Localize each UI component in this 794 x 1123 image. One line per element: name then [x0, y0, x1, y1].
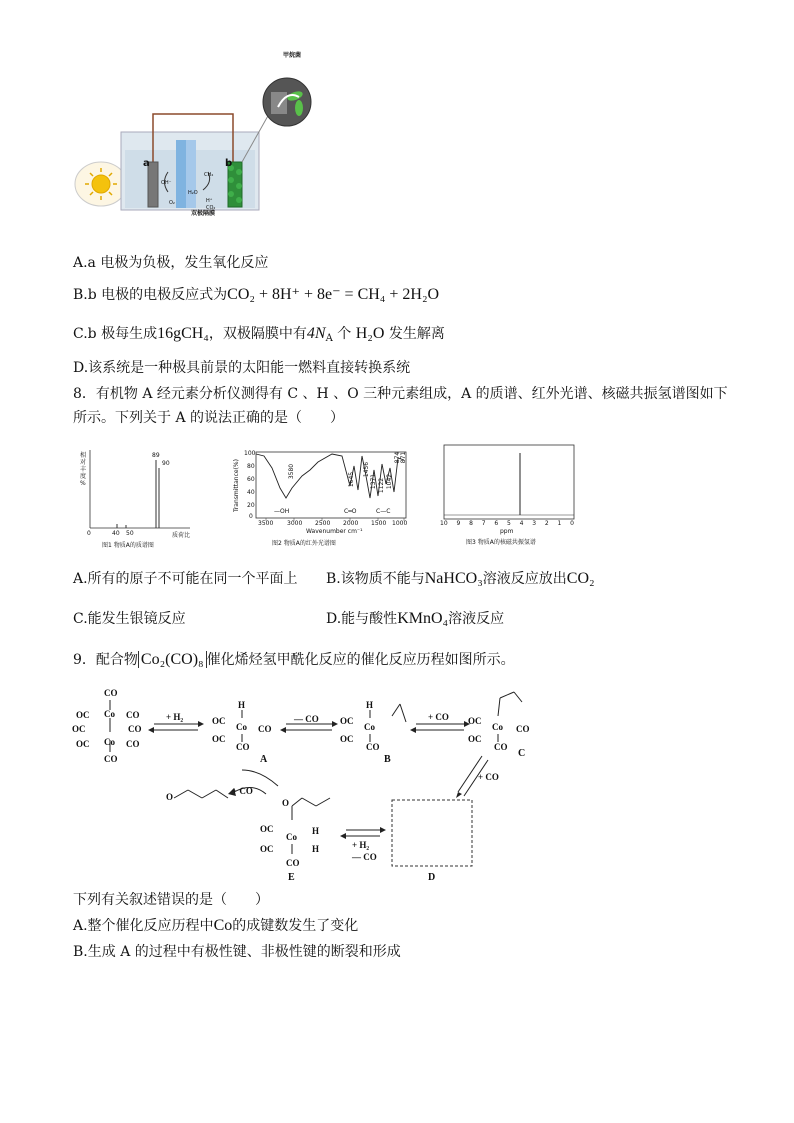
a-oc-1: OC	[212, 716, 226, 726]
ir-peak-3580: 3580	[288, 463, 296, 480]
b-h: H	[366, 700, 374, 710]
dimer-oc-2: OC	[72, 724, 86, 734]
q9-option-b: B.生成 A 的过程中有极性键、非极性键的断裂和形成	[73, 944, 401, 960]
a-oc-2: OC	[212, 734, 226, 744]
nmr-tick: 2	[544, 520, 549, 527]
a-h: H	[238, 700, 246, 710]
ir-peak-1645: 1645	[348, 471, 356, 488]
q9-stem-text1: 9．配合物	[73, 652, 138, 668]
ms-tick-50: 50	[126, 530, 134, 537]
q7-option-b-equation: CO₂ + 8H⁺ + 8e⁻ = CH₄ + 2H₂O	[227, 286, 440, 303]
membrane-label: 双极隔膜	[191, 210, 216, 217]
ms-tick-0: 0	[87, 530, 91, 537]
ir-peak-1042: 1042	[386, 473, 394, 490]
arrow-minus-co-2: — CO	[352, 852, 377, 862]
ir-peak-871: 871	[400, 451, 408, 464]
label-e: E	[288, 872, 295, 883]
q9-stem-formula: Co₂(CO)₈	[138, 651, 207, 668]
catalytic-cycle-diagram	[70, 686, 550, 886]
ir-caption: 图2 物质A的红外光谱图	[272, 540, 336, 547]
q7-c-text1: C.b 极每生成	[73, 326, 158, 342]
h-label: H⁺	[206, 198, 213, 204]
dimer-co-atom-1: Co	[104, 709, 115, 719]
q9-stem-text2: 催化烯烃氢甲酰化反应的催化反应历程如图所示。	[206, 652, 515, 668]
arrow-minus-co: — CO	[294, 714, 319, 724]
ms-peak-90: 90	[162, 460, 170, 467]
nmr-xlabel: ppm	[500, 528, 514, 535]
ir-y-40: 40	[247, 489, 255, 496]
nmr-tick: 3	[532, 520, 537, 527]
ir-x-2000: 2000	[343, 520, 359, 527]
ir-x-1000: 1000	[392, 520, 408, 527]
a-co-atom: Co	[236, 722, 247, 732]
q8-d-eq: KMnO₄	[397, 610, 449, 627]
h2o-label: H₂O	[188, 190, 198, 196]
q7-c-sub: A	[325, 333, 333, 344]
e-co-atom: Co	[286, 832, 297, 842]
dimer-oc-1: OC	[76, 710, 90, 720]
arrow-plus-co-1: + CO	[428, 712, 449, 722]
e-o: O	[282, 798, 290, 808]
q9-a-text: A.整个催化反应历程中	[73, 918, 214, 934]
dimer-co-top: CO	[104, 688, 118, 698]
q7-c-text3: 个	[337, 326, 352, 342]
arrow-plus-h2-2: + H₂	[352, 840, 370, 850]
q8-option-d	[326, 609, 504, 629]
bacteria-label: 甲烷菌	[283, 52, 302, 59]
dimer-co-atom-2: Co	[104, 737, 115, 747]
label-d: D	[428, 872, 436, 883]
nmr-tick: 0	[570, 520, 574, 527]
ir-y-0: 0	[249, 513, 253, 520]
ir-x-1500: 1500	[371, 520, 387, 527]
q7-option-b-text: B.b 电极的电极反应式为	[73, 287, 228, 303]
q8-b-eq2: CO₂	[566, 570, 595, 587]
q7-c-text4: 发生解离	[388, 326, 445, 342]
c-co-2: CO	[494, 742, 508, 752]
ir-band-oh: —OH	[274, 508, 290, 515]
label-c: C	[518, 748, 526, 759]
arrow-plus-co-3: + CO	[232, 786, 253, 796]
nmr-ticks	[440, 520, 574, 527]
label-a: A	[260, 754, 268, 765]
electrolysis-figure	[73, 52, 313, 217]
electrode-b-label: b	[225, 158, 233, 169]
ir-xlabel: Wavenumber cm⁻¹	[306, 528, 363, 535]
ms-caption: 图1 物质A的质谱图	[102, 542, 154, 549]
ir-spectrum-chart	[232, 446, 412, 550]
q9-stem	[73, 650, 515, 670]
c-oc-1: OC	[468, 716, 482, 726]
nmr-tick: 9	[456, 520, 461, 527]
q8-d-text2: 溶液反应	[448, 611, 505, 627]
ir-peak-1371: 1371	[370, 473, 378, 490]
o2-label: O₂	[169, 200, 175, 206]
ir-x-2500: 2500	[315, 520, 331, 527]
q8-b-text2: 溶液反应放出	[482, 571, 567, 587]
q9-option-a	[73, 916, 358, 936]
c-co-atom: Co	[492, 722, 503, 732]
ms-tick-40: 40	[112, 530, 120, 537]
ir-peak-874: 874	[394, 451, 402, 464]
q8-option-a: A.所有的原子不可能在同一个平面上	[73, 571, 298, 587]
oh-label: OH⁻	[161, 180, 172, 186]
mass-spectrum-chart	[80, 448, 200, 548]
ir-x-3500: 3500	[258, 520, 274, 527]
nmr-tick: 8	[469, 520, 473, 527]
q7-c-text2: ，双极隔膜中有	[208, 326, 307, 342]
q7-option-b	[73, 285, 439, 305]
nmr-tick: 1	[557, 520, 562, 527]
ir-band-co: C═O	[344, 508, 357, 515]
c-oc-2: OC	[468, 734, 482, 744]
nmr-tick: 6	[494, 520, 499, 527]
ir-y-60: 60	[247, 476, 255, 483]
ms-peak-89: 89	[152, 452, 160, 459]
ir-y-20: 20	[247, 502, 255, 509]
a-co-1: CO	[258, 724, 272, 734]
q7-option-c	[73, 324, 445, 349]
q9-question: 下列有关叙述错误的是（ ）	[73, 892, 269, 908]
dimer-co-bottom: CO	[104, 754, 118, 764]
q8-option-c: C.能发生银镜反应	[73, 611, 186, 627]
dimer-oc-3: OC	[76, 739, 90, 749]
ir-ylabel: Transmittance(%)	[232, 459, 240, 512]
e-co-1: CO	[286, 858, 300, 868]
ir-x-3000: 3000	[287, 520, 303, 527]
ir-peak-1456: 1456	[363, 461, 371, 478]
a-co-2: CO	[236, 742, 250, 752]
q8-option-b	[326, 569, 595, 589]
electrode-a-label: a	[143, 158, 150, 169]
b-co-atom: Co	[364, 722, 375, 732]
q8-d-text: D.能与酸性	[326, 611, 398, 627]
dimer-co-3: CO	[126, 739, 140, 749]
e-oc-1: OC	[260, 824, 274, 834]
label-b: B	[384, 754, 391, 765]
q9-a-eq: Co	[213, 917, 233, 934]
q7-c-eq1: 16gCH₄	[157, 325, 209, 342]
q7-option-d: D.该系统是一种极具前景的太阳能一燃料直接转换系统	[73, 360, 411, 376]
q8-b-text: B.该物质不能与	[326, 571, 425, 587]
nmr-tick: 7	[481, 520, 486, 527]
co2-label: CO₂	[206, 205, 216, 211]
ir-band-cc: C—C	[376, 508, 391, 515]
b-oc-1: OC	[340, 716, 354, 726]
b-oc-2: OC	[340, 734, 354, 744]
q7-c-eq2: 4N	[306, 325, 326, 342]
ms-xlabel: 质荷比	[172, 532, 191, 539]
q8-stem-1: 8．有机物 A 经元素分析仪测得有 C 、H 、O 三种元素组成，A 的质谱、红外光谱、核磁共振氢谱图如下	[73, 386, 728, 402]
ir-peak-1122: 1122	[378, 477, 386, 494]
c-co-1: CO	[516, 724, 530, 734]
q8-b-eq: NaHCO₃	[424, 570, 483, 587]
dimer-co-1: CO	[126, 710, 140, 720]
e-h-2: H	[312, 844, 320, 854]
q7-c-eq3: H₂O	[355, 325, 385, 342]
ir-y-80: 80	[247, 463, 255, 470]
e-h-1: H	[312, 826, 320, 836]
nmr-tick: 10	[440, 520, 448, 527]
nmr-tick: 5	[506, 520, 511, 527]
q9-a-text2: 的成键数发生了变化	[232, 918, 359, 934]
nmr-caption: 图3 物质A的核磁共振氢谱	[466, 539, 536, 546]
b-co-1: CO	[366, 742, 380, 752]
aldehyde-o: O	[166, 792, 174, 802]
arrow-plus-co-2: + CO	[478, 772, 499, 782]
arrow-plus-h2: + H₂	[166, 712, 184, 722]
dimer-co-2: CO	[128, 724, 142, 734]
nmr-tick: 4	[519, 520, 524, 527]
nmr-spectrum-chart	[440, 443, 580, 549]
q8-stem-2: 所示。下列关于 A 的说法正确的是（ ）	[73, 410, 345, 426]
ir-y-100: 100	[244, 450, 256, 457]
ms-ylabel: 相 对 丰 度 %	[80, 452, 87, 487]
q7-option-a: A.a 电极为负极，发生氧化反应	[73, 255, 269, 271]
e-oc-2: OC	[260, 844, 274, 854]
ch4-label: CH₄	[204, 172, 214, 178]
